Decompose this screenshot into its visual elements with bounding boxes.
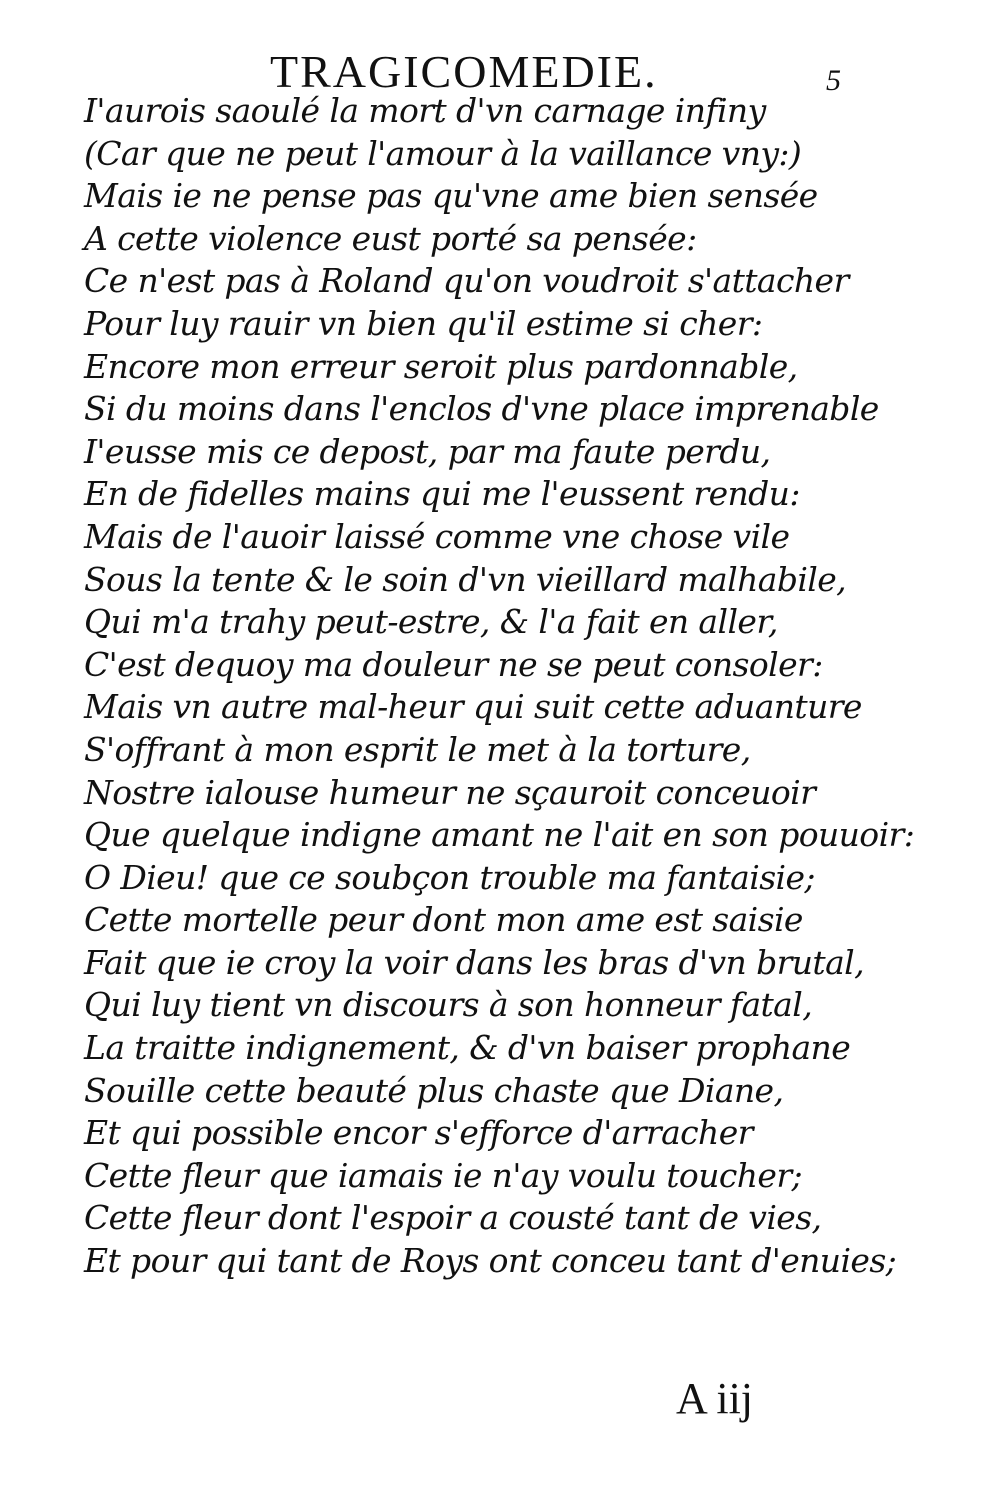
verse-line: Mais vn autre mal-heur qui suit cette aduanture — [84, 687, 862, 727]
verse-line: Et pour qui tant de Roys ont conceu tant d'enuies; — [84, 1241, 897, 1281]
verse-line: (Car que ne peut l'amour à la vaillance vny:) — [84, 133, 802, 173]
verse-line: I'aurois saoulé la mort d'vn carnage infiny — [84, 91, 766, 130]
signature-mark: A iij — [676, 1374, 754, 1423]
verse-line: Mais de l'auoir laissé comme vne chose vile — [84, 516, 790, 556]
verse-line: S'offrant à mon esprit le met à la torture, — [84, 729, 751, 769]
verse-line: Ce n'est pas à Roland qu'on voudroit s'attacher — [84, 261, 849, 301]
page-number: 5 — [826, 64, 841, 97]
verse-line: La traitte indignement, & d'vn baiser prophane — [84, 1028, 851, 1068]
verse-line: Nostre ialouse humeur ne sçauroit conceuoir — [84, 772, 816, 812]
verse-line: En de fidelles mains qui me l'eussent rendu: — [84, 474, 800, 514]
verse-line: Sous la tente & le soin d'vn vieillard malhabile, — [84, 559, 847, 599]
verse-line: Qui m'a trahy peut-estre, & l'a fait en aller, — [84, 602, 778, 642]
verse-line: A cette violence eust porté sa pensée: — [84, 218, 697, 258]
verse-line: Encore mon erreur seroit plus pardonnable, — [84, 346, 798, 386]
verse-line: C'est dequoy ma douleur ne se peut consoler: — [84, 644, 823, 684]
verse-line: Si du moins dans l'enclos d'vne place imprenable — [84, 389, 879, 429]
verse-line: Cette fleur que iamais ie n'ay voulu toucher; — [84, 1155, 803, 1195]
verse-line: Cette fleur dont l'espoir a cousté tant de vies, — [84, 1198, 822, 1238]
verse-line: Cette mortelle peur dont mon ame est saisie — [84, 900, 803, 940]
verse-block — [84, 90, 915, 1283]
verse-line: O Dieu! que ce soubçon trouble ma fantaisie; — [84, 857, 815, 897]
verse-line: Et qui possible encor s'efforce d'arracher — [84, 1113, 753, 1153]
running-title: TRAGICOMEDIE. — [270, 46, 658, 97]
verse-line: Fait que ie croy la voir dans les bras d'vn brutal, — [84, 942, 865, 982]
verse-line: Souille cette beauté plus chaste que Diane, — [84, 1070, 784, 1110]
verse-line: Mais ie ne pense pas qu'vne ame bien sensée — [84, 176, 818, 216]
verse-line: Qui luy tient vn discours à son honneur fatal, — [84, 985, 813, 1025]
verse-line: Que quelque indigne amant ne l'ait en son pouuoir: — [84, 815, 915, 855]
verse-line: I'eusse mis ce depost, par ma faute perdu, — [84, 431, 771, 471]
verse-line: Pour luy rauir vn bien qu'il estime si cher: — [84, 303, 763, 343]
